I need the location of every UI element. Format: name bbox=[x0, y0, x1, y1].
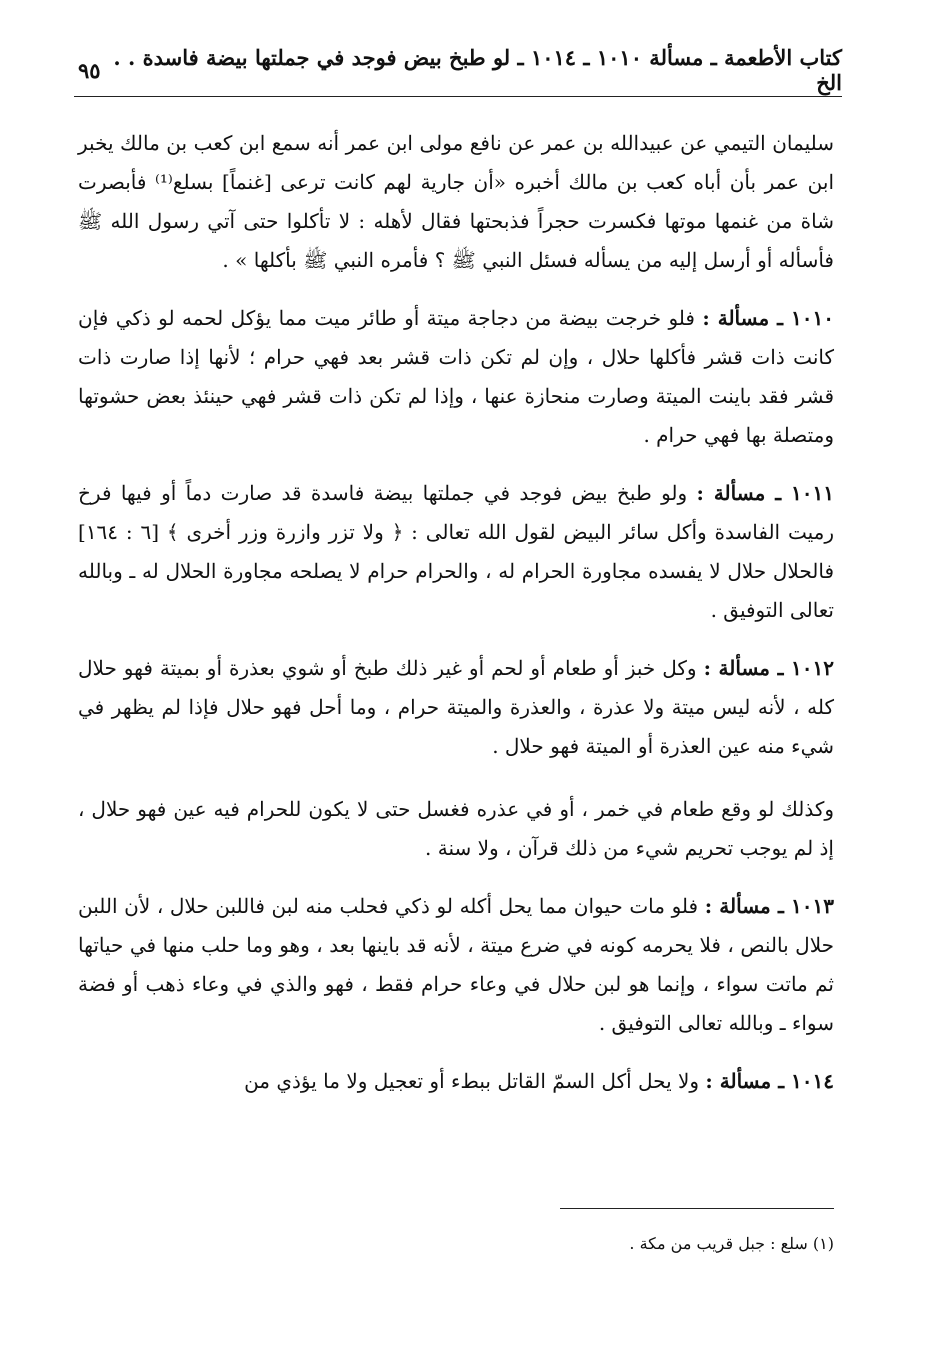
paragraph-issue-1012-cont bbox=[78, 790, 834, 868]
page-header bbox=[78, 45, 842, 95]
paragraph-issue-1010 bbox=[78, 299, 834, 455]
paragraph-text: سليمان التيمي عن عبيدالله بن عمر عن نافع مولى ابن عمر أنه سمع ابن كعب بن مالك يخبر ابن عمر بأن أباه كعب بن مالك أخبره «أن جارية لهم كانت ترعى [غنماً] بسلع⁽¹⁾ فأبصرت شاة من غنمها موتها فكسرت حجراً فذبحتها فقال لأهله : لا تأكلوا حتى آتي رسول الله ﷺ فأسأله أو أرسل إليه من يسأله فسئل النبي ﷺ ؟ فأمره النبي ﷺ بأكلها » . bbox=[78, 131, 834, 272]
paragraph-number: ١٠١١ ـ مسألة : bbox=[696, 481, 834, 505]
paragraph-text: وكل خبز أو طعام أو لحم أو غير ذلك طبخ أو شوي بعذرة أو بميتة فهو حلال كله ، لأنه ليس ميتة ولا عذرة ، والعذرة والميتة حرام ، وما أحل فهو حلال فإذا لم يظهر في شيء منه عين العذرة أو الميتة فهو حلال . bbox=[78, 656, 834, 758]
paragraph-issue-1011 bbox=[78, 474, 834, 630]
paragraph-text: فلو خرجت بيضة من دجاجة ميتة أو طائر ميت مما يؤكل لحمه لو ذكي فإن كانت ذات قشر فأكلها حلال ، وإن لم تكن ذات قشر بعد فهي حرام ؛ لأنها إذا صارت ذات قشر فقد باينت الميتة وصارت منحازة عنها ، وإذا لم تكن ذات قشر فهي حينئذ بعض حشوتها ومتصلة بها فهي حرام . bbox=[78, 306, 834, 447]
paragraph-continuation bbox=[78, 124, 834, 280]
running-title: كتاب الأطعمة ـ مسألة ١٠١٠ ـ ١٠١٤ ـ لو طبخ بيض فوجد في جملتها بيضة فاسدة . . الخ bbox=[113, 45, 842, 95]
header-divider bbox=[74, 96, 842, 97]
paragraph-issue-1012 bbox=[78, 649, 834, 766]
paragraph-text: فلو مات حيوان مما يحل أكله لو ذكي فحلب منه لبن فاللبن حلال ، لأن اللبن حلال بالنص ، فلا يحرمه كونه في ضرع ميتة ، لأنه قد باينها بعد ، وهو وما حلب منها في حياتها ثم ماتت سواء ، وإنما هو لبن حلال في وعاء حرام فقط ، فهو والذي في وعاء ذهب أو فضة سواء ـ وبالله تعالى التوفيق . bbox=[78, 894, 834, 1035]
paragraph-text: وكذلك لو وقع طعام في خمر ، أو في عذره فغسل حتى لا يكون للحرام فيه عين فهو حلال ، إذ لم يوجب تحريم شيء من ذلك قرآن ، ولا سنة . bbox=[78, 797, 834, 860]
footnote bbox=[434, 1232, 834, 1256]
page-number: ٩٥ bbox=[78, 57, 101, 83]
footnote-text: (١) سلع : جبل قريب من مكة . bbox=[629, 1234, 834, 1253]
paragraph-text: ولا يحل أكل السمّ القاتل ببطء أو تعجيل ولا ما يؤذي من bbox=[244, 1069, 700, 1093]
body-text bbox=[78, 124, 834, 1120]
paragraph-issue-1013 bbox=[78, 887, 834, 1043]
paragraph-text: ولو طبخ بيض فوجد في جملتها بيضة فاسدة قد صارت دماً أو فيها فرخ رميت الفاسدة وأكل سائر البيض لقول الله تعالى : ﴿ ولا تزر وازرة وزر أخرى ﴾ [٦ : ١٦٤] فالحلال حلال لا يفسده مجاورة الحرام له ، والحرام حرام لا يصلحه مجاورة الحلال له ـ وبالله تعالى التوفيق . bbox=[78, 481, 834, 622]
footnote-divider bbox=[560, 1208, 834, 1209]
paragraph-number: ١٠١٣ ـ مسألة : bbox=[704, 894, 835, 918]
paragraph-number: ١٠١٠ ـ مسألة : bbox=[702, 306, 834, 330]
paragraph-issue-1014 bbox=[78, 1062, 834, 1101]
paragraph-number: ١٠١٢ ـ مسألة : bbox=[703, 656, 834, 680]
paragraph-number: ١٠١٤ ـ مسألة : bbox=[705, 1069, 834, 1093]
